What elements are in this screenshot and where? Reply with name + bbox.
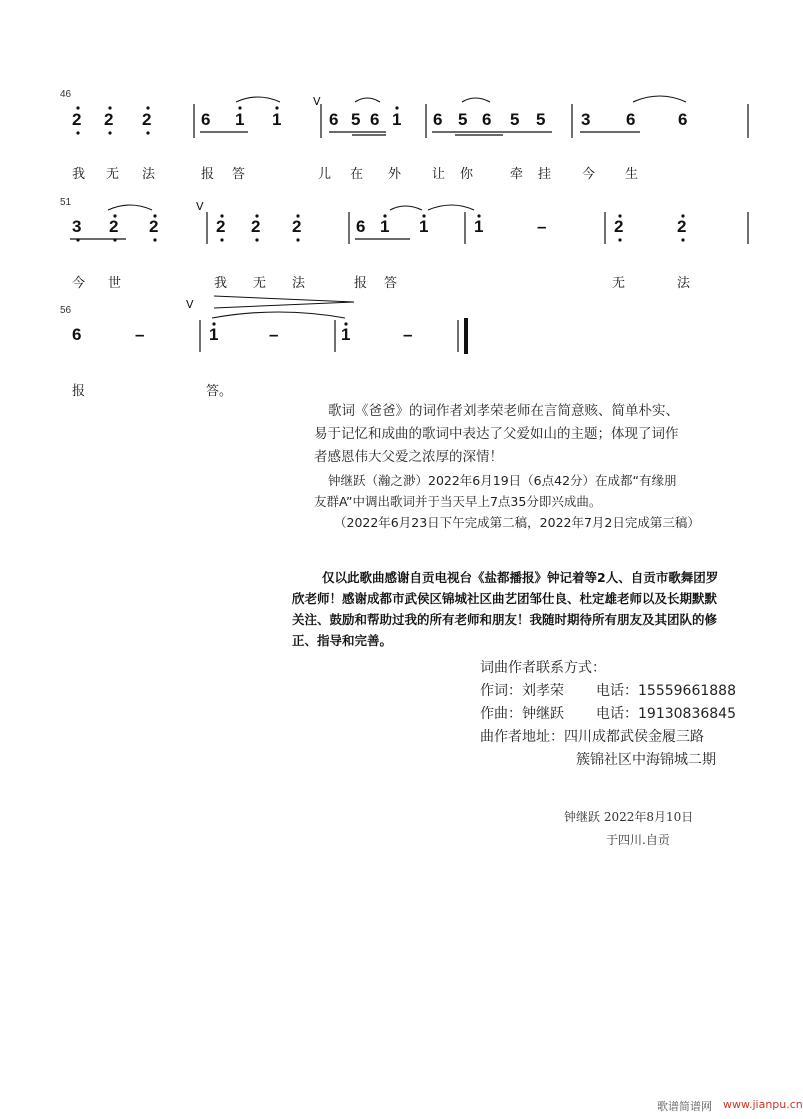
note: 1 [419, 217, 429, 236]
lyric: 我 [214, 276, 228, 291]
note: 5 [351, 110, 361, 129]
signature-date: 钟继跃 2022年8月10日 [564, 810, 694, 824]
note: – [537, 217, 547, 236]
notes-line: 钟继跃（瀚之渺）2022年6月19日（6点42分）在成都“有缘朋 [328, 473, 677, 488]
thanks-line: 关注、鼓励和帮助过我的所有老师和朋友！我随时期待所有朋友及其团队的修 [292, 612, 718, 627]
lyric: 法 [677, 276, 691, 291]
score-marks [0, 0, 790, 400]
note: 6 [329, 110, 339, 129]
lyric: 无 [253, 276, 267, 291]
measure-number: 51 [60, 197, 72, 208]
lyric: 生 [625, 167, 639, 182]
address-line: 簇锦社区中海锦城二期 [576, 752, 716, 768]
composer-phone: 电话：19130836845 [596, 706, 736, 722]
lyricist: 作词：刘孝荣 [480, 683, 564, 699]
address-line: 曲作者地址：四川成都武侯金履三路 [480, 729, 704, 745]
lyric: 牵 [510, 167, 524, 182]
lyric: 外 [388, 167, 402, 182]
lyric: 法 [292, 276, 306, 291]
note: 1 [380, 217, 390, 236]
lyric: 法 [142, 167, 156, 182]
note: 6 [72, 325, 82, 344]
note: 2 [677, 217, 687, 236]
note: 1 [474, 217, 484, 236]
lyric: 报 [72, 384, 86, 399]
lyric: 答。 [206, 384, 233, 399]
lyric: 挂 [538, 167, 552, 182]
lyricist-phone: 电话：15559661888 [596, 683, 736, 699]
breath-mark: V [186, 298, 194, 311]
lyric: 你 [460, 167, 474, 182]
notes-line: 者感恩伟大父爱之浓厚的深情！ [314, 449, 503, 465]
notes-line: （2022年6月23日下午完成第二稿，2022年7月2日完成第三稿） [334, 515, 700, 530]
note: 6 [433, 110, 443, 129]
watermark-url: www.jianpu.cn [723, 1098, 803, 1111]
lyric: 我 [72, 167, 86, 182]
notes-line: 友群A”中调出歌词并于当天早上7点35分即兴成曲。 [314, 494, 602, 509]
note: 6 [626, 110, 636, 129]
lyric: 无 [106, 167, 120, 182]
signature-place: 于四川.自贡 [606, 833, 670, 847]
note: – [135, 325, 145, 344]
breath-mark: V [196, 200, 204, 213]
lyric: 答 [384, 276, 398, 291]
note: 2 [292, 217, 302, 236]
note: 2 [251, 217, 261, 236]
note: – [403, 325, 413, 344]
note: 1 [209, 325, 219, 344]
note: 2 [216, 217, 226, 236]
thanks-line: 仅以此歌曲感谢自贡电视台《盐都播报》钟记着等2人、自贡市歌舞团罗 [322, 570, 719, 585]
note: 2 [72, 110, 82, 129]
note: 3 [581, 110, 591, 129]
lyric: 今 [582, 167, 596, 182]
note: 6 [482, 110, 492, 129]
note: 1 [392, 110, 402, 129]
lyric: 答 [232, 167, 246, 182]
lyric: 让 [432, 167, 446, 182]
watermark: 歌谱简谱网 [657, 1100, 712, 1113]
lyric: 报 [201, 167, 215, 182]
note: 2 [109, 217, 119, 236]
note: 2 [614, 217, 624, 236]
lyric: 报 [354, 276, 368, 291]
note: 6 [678, 110, 688, 129]
measure-number: 56 [60, 305, 72, 316]
note: 6 [356, 217, 366, 236]
note: 6 [370, 110, 380, 129]
note: 5 [458, 110, 468, 129]
note: – [269, 325, 279, 344]
note: 3 [72, 217, 82, 236]
lyric: 无 [612, 276, 626, 291]
note: 5 [510, 110, 520, 129]
notes-line: 易于记忆和成曲的歌词中表达了父爱如山的主题；体现了词作 [314, 426, 679, 442]
note: 1 [235, 110, 245, 129]
thanks-line: 正、指导和完善。 [292, 633, 393, 648]
note: 2 [149, 217, 159, 236]
composer: 作曲：钟继跃 [480, 706, 564, 722]
note: 6 [201, 110, 211, 129]
contact-heading: 词曲作者联系方式： [480, 660, 606, 676]
lyric: 世 [108, 276, 122, 291]
note: 5 [536, 110, 546, 129]
note: 2 [104, 110, 114, 129]
lyric: 今 [72, 276, 86, 291]
thanks-line: 欣老师！感谢成都市武侯区锦城社区曲艺团邹仕良、杜定雄老师以及长期默默 [292, 591, 718, 606]
breath-mark: V [313, 95, 321, 108]
note: 1 [272, 110, 282, 129]
lyric: 儿 [318, 167, 332, 182]
notes-line: 歌词《爸爸》的词作者刘孝荣老师在言简意赅、简单朴实、 [328, 403, 679, 419]
note: 2 [142, 110, 152, 129]
lyric: 在 [350, 167, 364, 182]
measure-number: 46 [60, 89, 72, 100]
note: 1 [341, 325, 351, 344]
